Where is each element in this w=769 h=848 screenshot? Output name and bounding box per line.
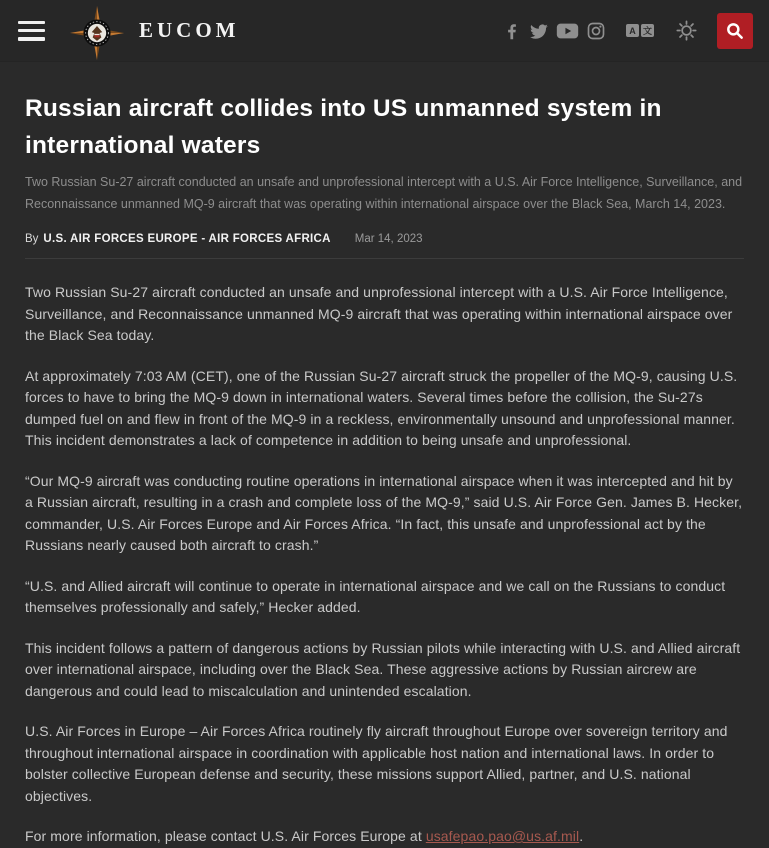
byline-date: Mar 14, 2023 [354,233,423,245]
gear-icon[interactable] [676,20,697,41]
search-icon [725,21,745,41]
article-body [25,282,744,848]
article-page [0,90,769,848]
contact-prefix: For more information, please contact U.S. Air Forces Europe at [25,828,426,844]
paragraph: “Our MQ-9 aircraft was conducting routine operations in international airspace when it was intercepted and hit by a Russian aircraft, resulting in a crash and complete loss of the MQ-9,” said U.S. Air Force Gen. James B. Hecker, commander, U.S. Air Forces Europe and Air Forces Africa. “In fact, this unsafe and unprofessional act by the Russians nearly caused both aircraft to crash.” [25,472,743,553]
instagram-icon[interactable] [586,21,606,41]
contact-suffix: . [579,828,584,844]
search-button[interactable] [717,13,753,49]
article-lede: Two Russian Su-27 aircraft conducted an unsafe and unprofessional intercept with a U.S. Air Force Intelligence, Surveillance, and Reconnaissance unmanned MQ-9 aircraft that was operating within international airspace over the Black Sea, March 14, 2023. [25,175,743,211]
contact-paragraph [25,826,744,848]
byline-prefix: By [25,233,39,245]
eucom-logo[interactable] [69,5,125,61]
top-header [0,0,769,62]
paragraph: At approximately 7:03 AM (CET), one of the Russian Su-27 aircraft struck the propeller of the MQ-9, causing U.S. forces to have to bring the MQ-9 down in international waters. Several times before the collision, the Su-27s dumped fuel on and flew in front of the MQ-9 in a reckless, environmentally unsound and unprofessional manner. This incident demonstrates a lack of competence in addition to being unsafe and unprofessional. [25,367,738,448]
byline-author[interactable]: U.S. AIR FORCES EUROPE - AIR FORCES AFRICA [43,233,331,245]
contact-email-link[interactable]: usafepao.pao@us.af.mil [425,828,580,844]
paragraph: “U.S. and Allied aircraft will continue to operate in international airspace and we call on the Russians to conduct themselves professionally and safely,” Hecker added. [25,577,726,615]
brand-title[interactable]: EUCOM [139,18,240,42]
translate-cjk-glyph: 文 [642,26,652,36]
facebook-icon[interactable] [502,21,522,41]
paragraph: Two Russian Su-27 aircraft conducted an unsafe and unprofessional intercept with a U.S. Air Force Intelligence, Surveillance, and Reconnaissance unmanned MQ-9 aircraft that was operating within international airspace over the Black Sea today. [25,284,733,343]
paragraph: U.S. Air Forces in Europe – Air Forces Africa routinely fly aircraft throughout Europe over sovereign territory and throughout international airspace in coordination with applicable host nation and international laws. In order to bolster collective European defense and security, these missions support Allied, partner, and U.S. national objectives. [25,723,728,804]
translate-icon[interactable] [626,24,654,37]
paragraph: This incident follows a pattern of dangerous actions by Russian pilots while interacting with U.S. and Allied aircraft over international airspace, including over the Black Sea. These aggressive actions by Russian aircrew are dangerous and could lead to miscalculation and unintended escalation. [25,639,741,699]
byline [25,233,744,245]
youtube-icon[interactable] [556,21,579,41]
header-actions [495,13,753,49]
article-title: Russian aircraft collides into US unmanned system in international waters [25,95,662,159]
hamburger-menu-icon[interactable] [18,21,45,41]
divider [25,258,744,259]
twitter-icon[interactable] [529,21,549,41]
translate-latin-glyph: A [626,24,639,37]
